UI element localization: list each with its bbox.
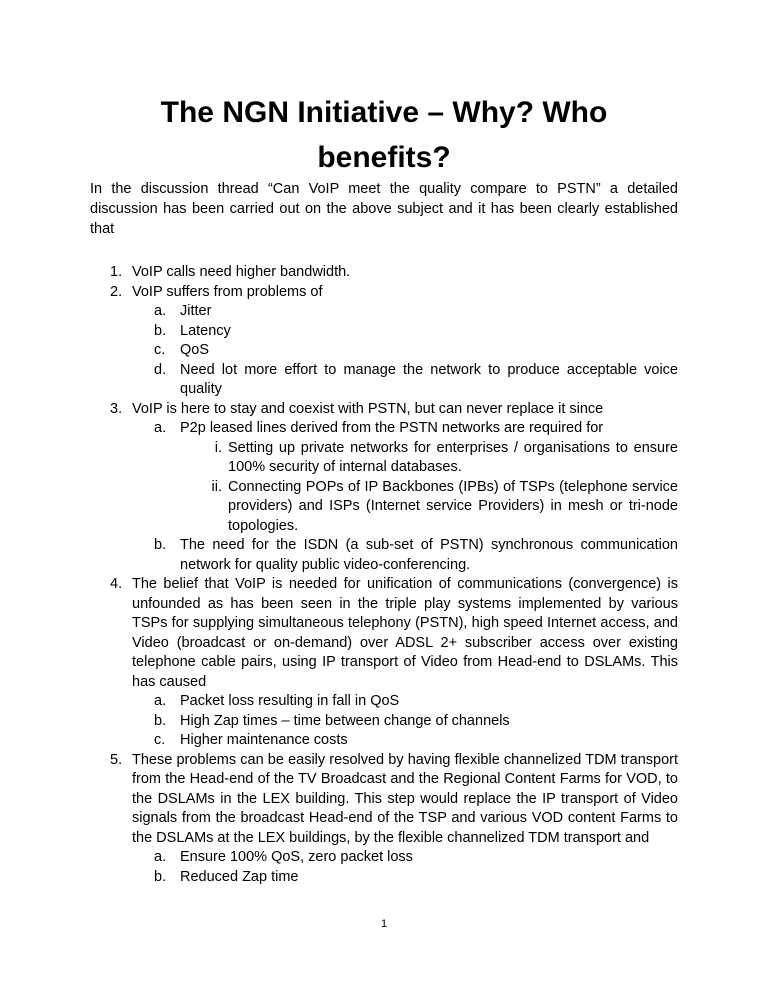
- sub-marker: a.: [154, 420, 167, 436]
- sub-item-text: Reduced Zap time: [180, 868, 299, 885]
- sub-marker: b.: [154, 537, 167, 553]
- sub-item-text: Higher maintenance costs: [180, 732, 348, 748]
- list-item-text: The belief that VoIP is needed for unification of communications (convergence) is unfounded as has been seen in the triple play systems implemented by various TSPs for supplying simultaneous telephony (PSTN), high speed Internet access, and Video (broadcast or on-demand) over ADSL 2+ subscriber access over existing telephone cable pairs, using IP transport of Video from Head-end to DSLAMs. This has caused: [132, 576, 678, 690]
- list-item-4: [90, 575, 678, 751]
- sub-item: [132, 712, 678, 732]
- list-item-text: VoIP suffers from problems of: [132, 283, 323, 300]
- roman-item-text: Setting up private networks for enterprises / organisations to ensure 100% security of internal databases.: [228, 439, 678, 475]
- sub-item-text: Need lot more effort to manage the network to produce acceptable voice quality: [180, 361, 678, 397]
- roman-item: [180, 439, 678, 478]
- sub-item: [132, 692, 678, 712]
- sub-marker: c.: [154, 732, 166, 748]
- sub-item: [132, 302, 678, 322]
- sub-list: [132, 692, 678, 751]
- sub-item: [132, 868, 678, 888]
- sub-item-text: Jitter: [180, 303, 212, 319]
- sub-item-text: Latency: [180, 322, 231, 339]
- page-title: The NGN Initiative – Why? Who benefits?: [160, 96, 608, 174]
- sub-item-text: P2p leased lines derived from the PSTN networks are required for: [180, 420, 604, 436]
- roman-item-text: Connecting POPs of IP Backbones (IPBs) of TSPs (telephone service providers) and ISPs (Internet service Providers) in mesh or tri-node topologies.: [228, 478, 678, 534]
- sub-marker: a.: [154, 693, 167, 709]
- sub-item: [132, 848, 678, 868]
- roman-marker: i.: [214, 439, 222, 456]
- sub-item-text: QoS: [180, 342, 210, 358]
- sub-item-text: Ensure 100% QoS, zero packet loss: [180, 849, 413, 865]
- sub-marker: a.: [154, 303, 167, 319]
- list-marker: 1.: [110, 264, 123, 280]
- sub-marker: c.: [154, 342, 166, 358]
- list-marker: 2.: [110, 283, 123, 300]
- sub-list: [132, 848, 678, 887]
- sub-item: [132, 361, 678, 400]
- sub-item-text: The need for the ISDN (a sub-set of PSTN) synchronous communication network for quality public video-conferencing.: [180, 537, 678, 573]
- sub-item: [132, 419, 678, 536]
- list-item-3: [90, 400, 678, 576]
- sub-marker: b.: [154, 712, 167, 729]
- list-item-2: [90, 283, 678, 400]
- list-item-text: These problems can be easily resolved by having flexible channelized TDM transport from the Head-end of the TV Broadcast and the Regional Content Farms for VOD, to the DSLAMs in the LEX building. This step would replace the IP transport of Video signals from the broadcast Head-end of the TSP and various VOD content Farms to the DSLAMs at the LEX buildings, by the flexible channelized TDM transport and: [132, 751, 678, 846]
- sub-marker: a.: [154, 849, 167, 865]
- main-list: [90, 263, 678, 887]
- sub-list: [132, 302, 678, 400]
- list-marker: 3.: [110, 400, 123, 417]
- sub-list: [132, 419, 678, 575]
- list-marker: 5.: [110, 751, 123, 768]
- sub-marker: d.: [154, 361, 167, 378]
- sub-item: [132, 341, 678, 361]
- page-number: 1: [380, 918, 388, 930]
- list-item-text: VoIP is here to stay and coexist with PSTN, but can never replace it since: [132, 400, 604, 417]
- list-item-text: VoIP calls need higher bandwidth.: [132, 264, 351, 280]
- sub-item: [132, 731, 678, 751]
- list-item-1: [90, 263, 678, 283]
- roman-list: [180, 439, 678, 537]
- roman-marker: ii.: [211, 478, 222, 495]
- list-item-5: [90, 751, 678, 888]
- sub-item: [132, 322, 678, 342]
- sub-item: [132, 536, 678, 575]
- list-marker: 4.: [110, 576, 123, 592]
- roman-item: [180, 478, 678, 537]
- sub-item-text: High Zap times – time between change of channels: [180, 712, 510, 729]
- sub-marker: b.: [154, 868, 167, 885]
- sub-marker: b.: [154, 322, 167, 339]
- sub-item-text: Packet loss resulting in fall in QoS: [180, 693, 400, 709]
- intro-paragraph: In the discussion thread “Can VoIP meet the quality compare to PSTN” a detailed discussion has been carried out on the above subject and it has been clearly established that: [90, 181, 678, 237]
